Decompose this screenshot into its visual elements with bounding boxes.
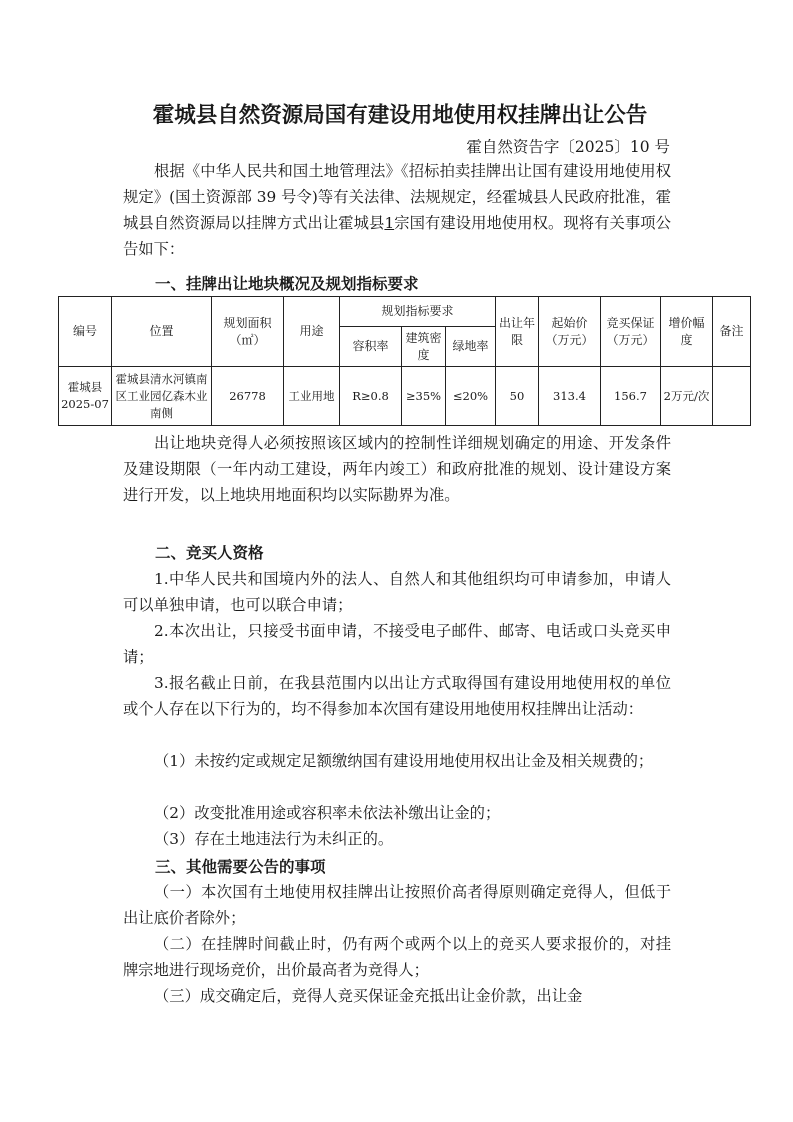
- header-start-price: 起始价（万元）: [539, 297, 601, 367]
- header-use: 用途: [284, 297, 340, 367]
- section2-sub-3: （3）存在土地违法行为未纠正的。: [154, 830, 394, 848]
- section3-item-3: （三）成交确定后，竞得人竞买保证金充抵出让金价款，出让金: [154, 987, 583, 1005]
- header-planning: 规划指标要求: [340, 297, 496, 327]
- cell-use: 工业用地: [284, 367, 340, 426]
- cell-start-price: 313.4: [539, 367, 601, 426]
- header-term: 出让年限: [496, 297, 539, 367]
- header-area: 规划面积（㎡）: [212, 297, 284, 367]
- document-title: 霍城县自然资源局国有建设用地使用权挂牌出让公告: [152, 103, 648, 128]
- section3-item-2: （二）在挂牌时间截止时，仍有两个或两个以上的竞买人要求报价的，对挂牌宗地进行现场竞价，出价最高者为竞得人；: [123, 935, 671, 979]
- header-location: 位置: [112, 297, 212, 367]
- cell-far: R≥0.8: [340, 367, 402, 426]
- section1-heading: 一、挂牌出让地块概况及规划指标要求: [155, 275, 419, 293]
- section1-note: 出让地块竞得人必须按照该区域内的控制性详细规划确定的用途、开发条件及建设期限（一年内动工建设，两年内竣工）和政府批准的规划、设计建设方案进行开发，以上地块用地面积均以实际勘界为准。: [123, 434, 671, 504]
- cell-density: ≥35%: [402, 367, 446, 426]
- section2-item-2: 2.本次出让，只接受书面申请，不接受电子邮件、邮寄、电话或口头竞买申请；: [123, 622, 671, 666]
- parcel-table: [58, 296, 751, 426]
- intro-paragraph: [123, 158, 671, 262]
- section3-item-1: （一）本次国有土地使用权挂牌出让按照价高者得原则确定竞得人，但低于出让底价者除外；: [123, 883, 671, 927]
- document-number: 霍自然资告字〔2025〕10 号: [466, 138, 670, 156]
- parcel-count: 1: [384, 214, 395, 232]
- cell-term: 50: [496, 367, 539, 426]
- header-deposit: 竞买保证（万元）: [601, 297, 661, 367]
- header-id: 编号: [59, 297, 112, 367]
- header-far: 容积率: [340, 327, 402, 367]
- cell-green: ≤20%: [446, 367, 496, 426]
- header-green: 绿地率: [446, 327, 496, 367]
- header-remark: 备注: [713, 297, 751, 367]
- cell-location: 霍城县清水河镇南区工业园亿森木业南侧: [112, 367, 212, 426]
- cell-area: 26778: [212, 367, 284, 426]
- section2-item-1: 1.中华人民共和国境内外的法人、自然人和其他组织均可申请参加，申请人可以单独申请，也可以联合申请；: [123, 570, 671, 614]
- intro-text-b: 宗国有建设用地使用权。现将有关事项公告如下：: [123, 214, 671, 258]
- section2-heading: 二、竞买人资格: [155, 544, 264, 562]
- cell-id: 霍城县2025-07: [59, 367, 112, 426]
- table-row: [59, 367, 751, 426]
- cell-increment: 2万元/次: [661, 367, 713, 426]
- section2-sub-2: （2）改变批准用途或容积率未依法补缴出让金的；: [154, 804, 501, 822]
- section2-sub-1: （1）未按约定或规定足额缴纳国有建设用地使用权出让金及相关规费的；: [154, 752, 654, 770]
- section3-heading: 三、其他需要公告的事项: [155, 858, 326, 876]
- header-density: 建筑密度: [402, 327, 446, 367]
- header-increment: 增价幅 度: [661, 297, 713, 367]
- cell-deposit: 156.7: [601, 367, 661, 426]
- section2-item-3: 3.报名截止日前，在我县范围内以出让方式取得国有建设用地使用权的单位或个人存在以下行为的，均不得参加本次国有建设用地使用权挂牌出让活动：: [123, 674, 671, 718]
- cell-remark: [713, 367, 751, 426]
- intro-text-a: 根据《中华人民共和国土地管理法》《招标拍卖挂牌出让国有建设用地使用权规定》(国土资源部 39 号令)等有关法律、法规规定，经霍城县人民政府批准，霍城县自然资源局以挂牌方式出让霍城县: [123, 162, 671, 232]
